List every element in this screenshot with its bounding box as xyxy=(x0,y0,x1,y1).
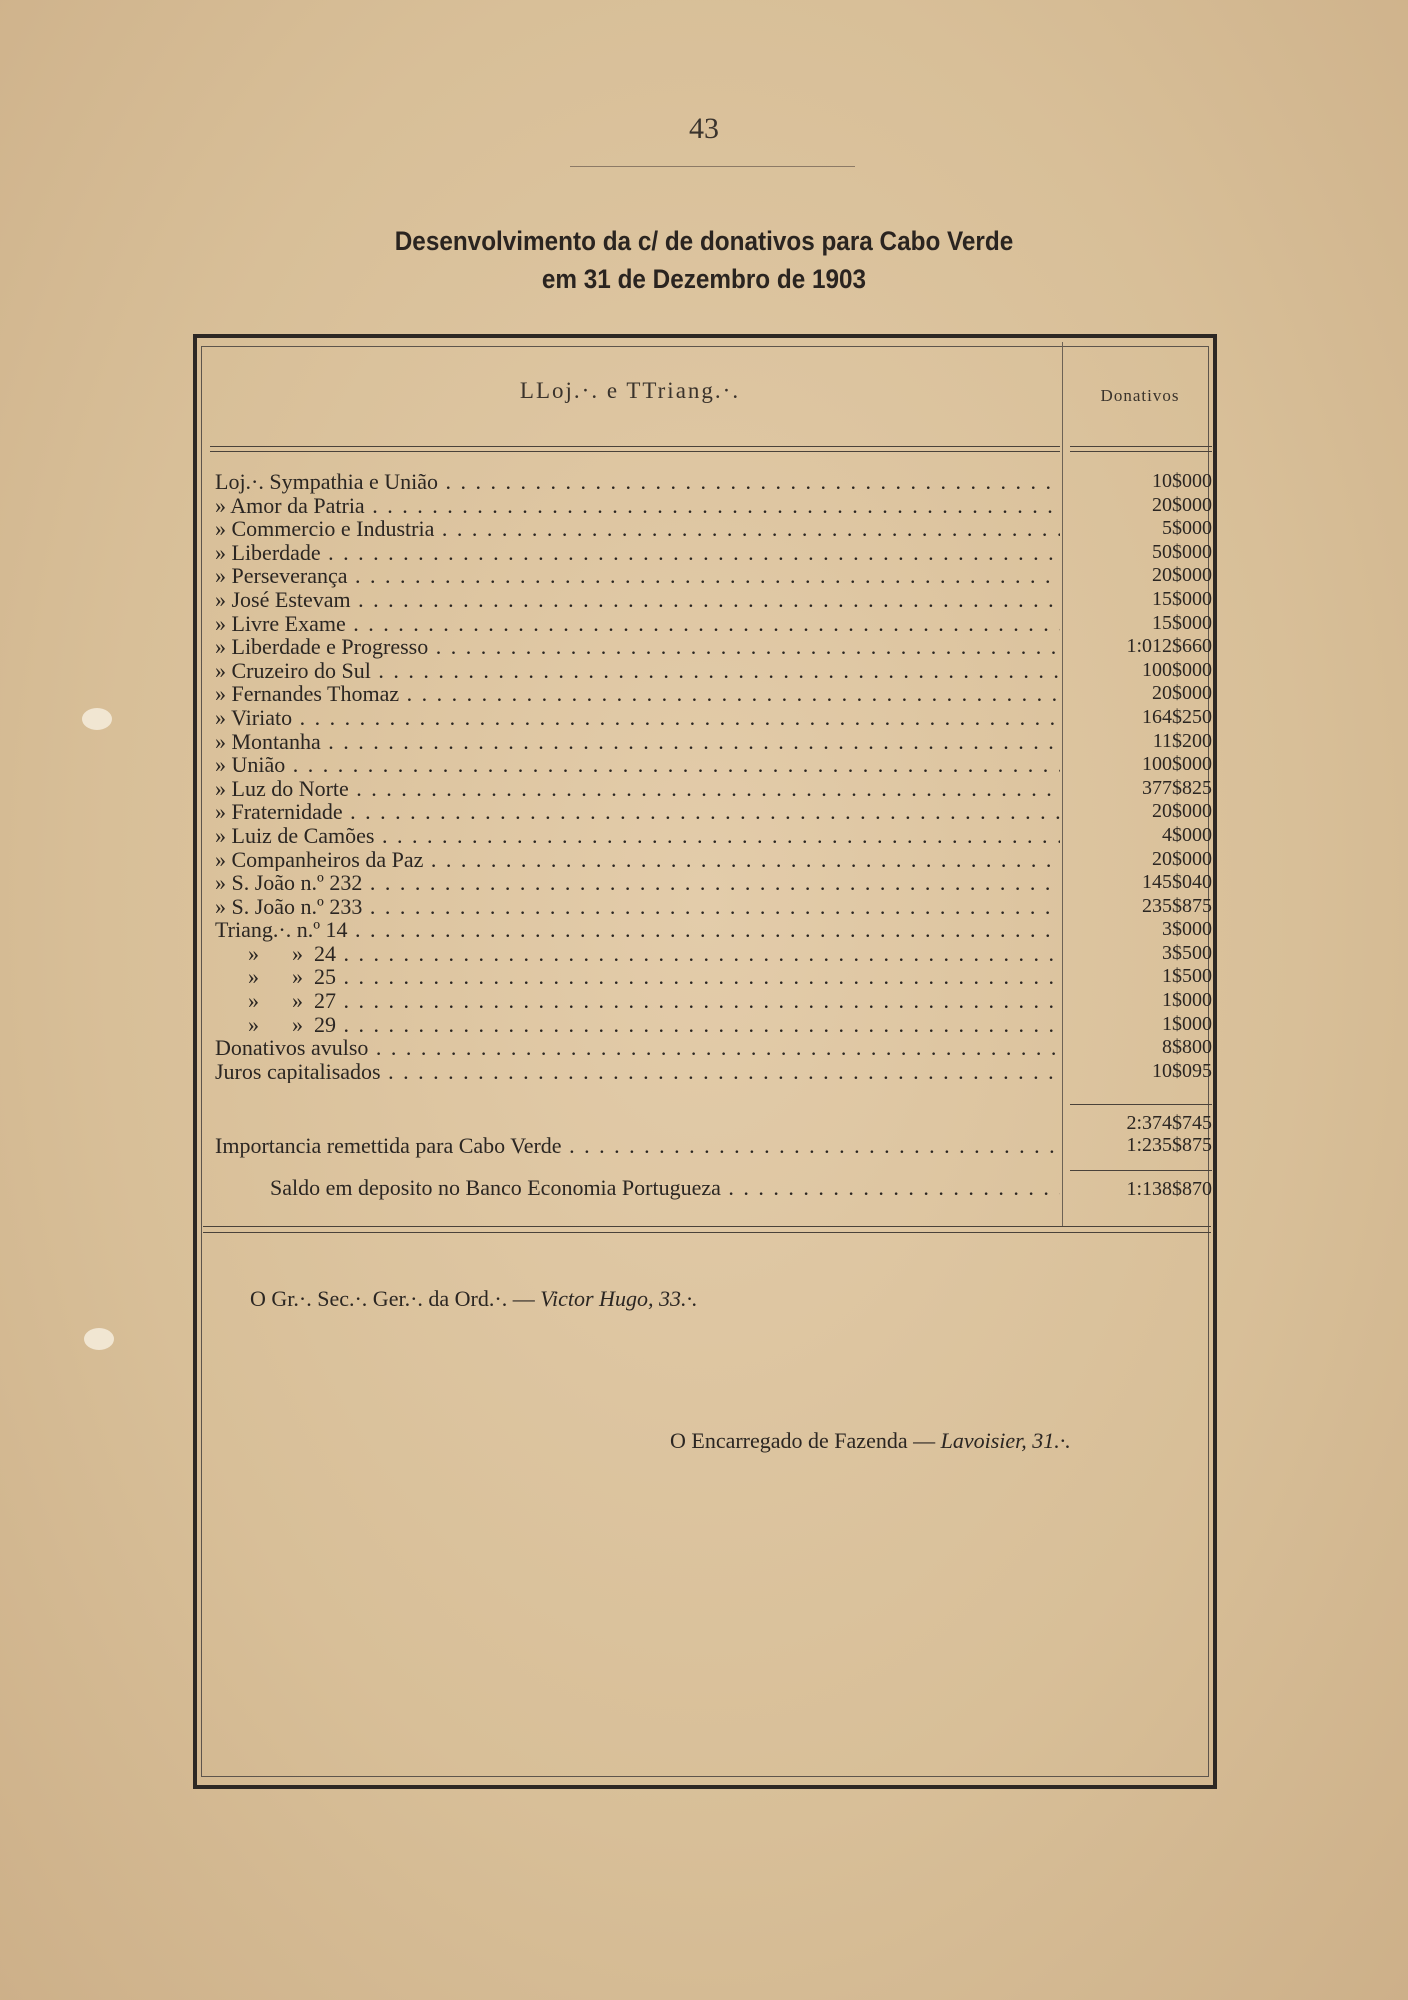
row-name: » Fernandes Thomaz . . . xyxy=(215,682,1060,706)
secretary-prefix: O Gr.·. Sec.·. Ger.·. da Ord.·. — xyxy=(250,1286,541,1311)
table-row xyxy=(215,635,1215,659)
row-name: » Fraternidade . . . xyxy=(215,800,1060,824)
balance-row xyxy=(270,1176,1060,1200)
row-amount: 20$000 xyxy=(1152,847,1212,870)
table-row xyxy=(215,918,1215,942)
row-amount: 145$040 xyxy=(1142,871,1212,894)
row-amount: 20$000 xyxy=(1152,800,1212,823)
row-amount: 235$875 xyxy=(1142,894,1212,917)
row-name: Juros capitalisados . . . xyxy=(215,1060,1060,1084)
row-amount: 50$000 xyxy=(1152,540,1212,563)
table-row xyxy=(215,777,1215,801)
row-name: » Montanha . . . xyxy=(215,730,1060,754)
row-amount: 20$000 xyxy=(1152,564,1212,587)
row-name: » Cruzeiro do Sul . . . xyxy=(215,659,1060,683)
row-amount: 15$000 xyxy=(1152,611,1212,634)
row-amount: 10$095 xyxy=(1152,1059,1212,1082)
row-amount: 377$825 xyxy=(1142,776,1212,799)
table-row xyxy=(215,989,1215,1013)
punch-hole-1 xyxy=(82,708,112,730)
row-name: » Viriato . . . xyxy=(215,706,1060,730)
row-name: » » 27 . . . xyxy=(215,989,1060,1013)
table-row xyxy=(215,753,1215,777)
sum-rule xyxy=(1070,1104,1212,1105)
row-amount: 3$000 xyxy=(1162,918,1212,941)
total-amount: 2:374$745 xyxy=(1126,1112,1212,1134)
row-name: » Luz do Norte . . . xyxy=(215,777,1060,801)
table-row xyxy=(215,517,1215,541)
table-row xyxy=(215,848,1215,872)
header-rule-right xyxy=(1070,446,1212,452)
remitted-label: Importancia remettida para Cabo Verde . . . xyxy=(215,1134,1060,1158)
treasurer-prefix: O Encarregado de Fazenda — xyxy=(670,1428,941,1453)
page-number-rule xyxy=(570,166,855,167)
table-row xyxy=(215,800,1215,824)
secretary-name: Victor Hugo, 33.·. xyxy=(540,1286,698,1311)
document-title xyxy=(70,222,1337,298)
table-row xyxy=(215,470,1215,494)
row-name: » Livre Exame . . . xyxy=(215,612,1060,636)
row-amount: 5$000 xyxy=(1162,517,1212,540)
row-name: » União . . . xyxy=(215,753,1060,777)
table-bottom-rule xyxy=(203,1226,1211,1233)
row-name: » Liberdade e Progresso . . . xyxy=(215,635,1060,659)
row-name: » Liberdade . . . xyxy=(215,541,1060,565)
table-row xyxy=(215,1060,1215,1084)
row-name: Donativos avulso . . . xyxy=(215,1036,1060,1060)
balance-rule xyxy=(1070,1170,1212,1171)
row-amount: 1$000 xyxy=(1162,1012,1212,1035)
row-amount: 3$500 xyxy=(1162,941,1212,964)
header-rule-left xyxy=(210,446,1060,452)
row-amount: 8$800 xyxy=(1162,1036,1212,1059)
row-amount: 20$000 xyxy=(1152,682,1212,705)
row-name: » » 29 . . . xyxy=(215,1013,1060,1037)
table-row xyxy=(215,895,1215,919)
page-number: 43 xyxy=(689,112,719,145)
row-name: » » 25 . . . xyxy=(215,965,1060,989)
table-row xyxy=(215,1013,1215,1037)
row-name: » Companheiros da Paz . . . xyxy=(215,848,1060,872)
table-row xyxy=(215,824,1215,848)
row-name: » Luiz de Camões . . . xyxy=(215,824,1060,848)
table-row xyxy=(215,682,1215,706)
table-row xyxy=(215,730,1215,754)
treasurer-signature xyxy=(670,1428,1071,1454)
table-row xyxy=(215,659,1215,683)
row-amount: 11$200 xyxy=(1152,729,1212,752)
row-amount: 1$000 xyxy=(1162,989,1212,1012)
title-line-2: em 31 de Dezembro de 1903 xyxy=(541,264,867,294)
table-row xyxy=(215,612,1215,636)
row-amount: 20$000 xyxy=(1152,493,1212,516)
table-row xyxy=(215,564,1215,588)
balance-label: Saldo em deposito no Banco Economia Portugueza . . . xyxy=(270,1176,1060,1200)
row-name: Triang.·. n.º 14 . . . xyxy=(215,918,1060,942)
table-row xyxy=(215,942,1215,966)
balance-amount: 1:138$870 xyxy=(1126,1178,1212,1200)
secretary-signature xyxy=(250,1286,697,1312)
title-line-1: Desenvolvimento da c/ de donativos para Cabo Verde xyxy=(394,226,1014,256)
row-amount: 164$250 xyxy=(1142,705,1212,728)
row-amount: 4$000 xyxy=(1162,823,1212,846)
punch-hole-2 xyxy=(84,1328,114,1350)
row-name: » S. João n.º 232 . . . xyxy=(215,871,1060,895)
row-amount: 1:012$660 xyxy=(1126,635,1212,658)
header-lodges: LLoj.·. e TTriang.·. xyxy=(519,378,741,403)
row-name: » Commercio e Industria . . . xyxy=(215,517,1060,541)
row-name: » S. João n.º 233 . . . xyxy=(215,895,1060,919)
row-amount: 15$000 xyxy=(1152,587,1212,610)
table-row xyxy=(215,541,1215,565)
row-name: » Perseverança . . . xyxy=(215,564,1060,588)
row-amount: 100$000 xyxy=(1142,658,1212,681)
table-row xyxy=(215,871,1215,895)
treasurer-name: Lavoisier, 31.·. xyxy=(940,1428,1071,1453)
table-row xyxy=(215,965,1215,989)
table-row xyxy=(215,494,1215,518)
row-amount: 1$500 xyxy=(1162,965,1212,988)
donations-list xyxy=(215,470,1215,1083)
row-name: » » 24 . . . xyxy=(215,942,1060,966)
table-row xyxy=(215,706,1215,730)
remitted-row xyxy=(215,1134,1060,1158)
row-amount: 10$000 xyxy=(1152,470,1212,492)
header-donations: Donativos xyxy=(1100,386,1180,405)
table-row xyxy=(215,1036,1215,1060)
row-name: Loj.·. Sympathia e União . . . xyxy=(215,470,1060,494)
row-name: » José Estevam . . . xyxy=(215,588,1060,612)
remitted-amount: 1:235$875 xyxy=(1126,1134,1212,1156)
row-name: » Amor da Patria . . . xyxy=(215,494,1060,518)
table-row xyxy=(215,588,1215,612)
row-amount: 100$000 xyxy=(1142,753,1212,776)
